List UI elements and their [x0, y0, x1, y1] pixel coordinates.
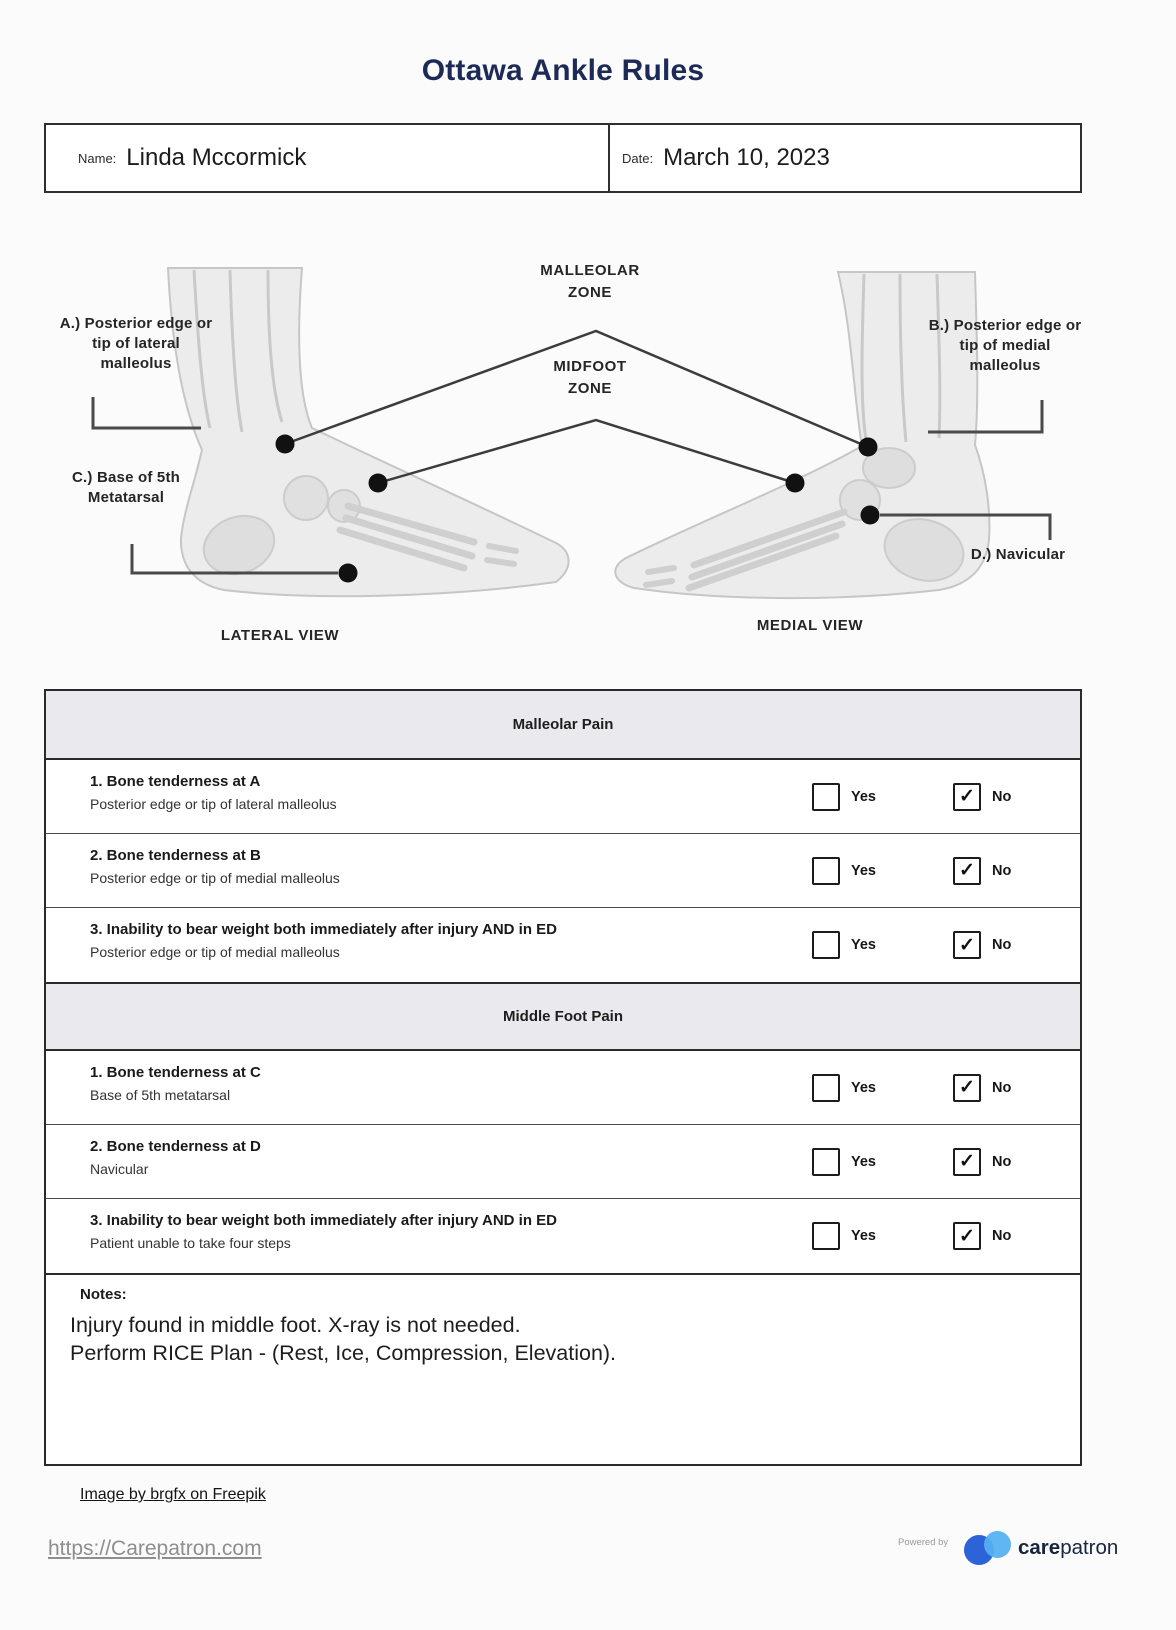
no-label: No — [992, 1153, 1012, 1170]
yes-label: Yes — [851, 1228, 876, 1244]
midfoot-zone-leader-line — [378, 420, 795, 483]
question-title: 3. Inability to bear weight both immediately after injury AND in ED — [90, 1212, 558, 1229]
yes-checkbox[interactable] — [812, 1222, 840, 1250]
powered-by-label: Powered by — [898, 1537, 949, 1548]
name-label: Name: — [78, 150, 117, 166]
no-label: No — [992, 1079, 1012, 1096]
name-field[interactable]: Linda Mccormick — [126, 144, 307, 171]
carepatron-url-link[interactable]: https://Carepatron.com — [48, 1537, 262, 1560]
ankle-diagram — [44, 250, 1132, 650]
question-title: 2. Bone tenderness at B — [90, 847, 261, 864]
label-a — [52, 314, 220, 374]
feet-illustration — [44, 250, 1132, 650]
question-title: 2. Bone tenderness at D — [90, 1138, 261, 1155]
powered-by-branding — [862, 1528, 1132, 1574]
yes-checkbox[interactable] — [812, 1074, 840, 1102]
no-option — [953, 760, 1011, 833]
no-checkbox[interactable]: ✓ — [953, 857, 981, 885]
lateral-foot-drawing — [168, 268, 569, 596]
table-row — [46, 1051, 1080, 1125]
yes-option — [812, 834, 876, 907]
notes-line2: Perform RICE Plan - (Rest, Ice, Compression, Elevation). — [70, 1341, 617, 1365]
yes-label: Yes — [851, 788, 876, 805]
label-a-line3: malleolus — [100, 355, 172, 372]
question-subtitle: Posterior edge or tip of medial malleolus — [90, 944, 340, 960]
point-b-dot — [859, 438, 878, 457]
name-cell — [46, 125, 610, 191]
page-title: Ottawa Ankle Rules — [421, 54, 705, 87]
point-c-dot — [339, 564, 358, 583]
midfoot-zone-label — [510, 356, 670, 400]
yes-option — [812, 1051, 876, 1124]
table-row — [46, 908, 1080, 982]
yes-checkbox[interactable] — [812, 783, 840, 811]
yes-checkbox[interactable] — [812, 1148, 840, 1176]
brand-text-regular: patron — [1060, 1536, 1119, 1559]
image-credit-link[interactable]: Image by brgfx on Freepik — [80, 1486, 266, 1503]
no-checkbox[interactable]: ✓ — [953, 1148, 981, 1176]
no-label: No — [992, 937, 1012, 953]
midfoot-right-dot — [786, 474, 805, 493]
label-a-line2: tip of lateral — [92, 335, 180, 352]
malleolar-zone-line2: ZONE — [567, 284, 613, 301]
yes-checkbox[interactable] — [812, 931, 840, 959]
table-row — [46, 834, 1080, 908]
patient-header-table — [44, 123, 1082, 193]
carepatron-logo-icon-light — [984, 1531, 1011, 1558]
point-a-dot — [276, 435, 295, 454]
no-checkbox[interactable]: ✓ — [953, 931, 981, 959]
brand-text-bold: care — [1018, 1536, 1061, 1559]
yes-label: Yes — [851, 862, 876, 879]
no-label: No — [992, 788, 1012, 805]
question-title: 1. Bone tenderness at A — [90, 773, 261, 790]
carepatron-wordmark — [1018, 1536, 1118, 1560]
label-b-line2: tip of medial — [959, 337, 1051, 354]
label-c — [58, 468, 194, 508]
question-subtitle: Posterior edge or tip of lateral malleolus — [90, 796, 337, 812]
no-checkbox[interactable]: ✓ — [953, 783, 981, 811]
no-option — [953, 1051, 1011, 1124]
no-checkbox[interactable]: ✓ — [953, 1074, 981, 1102]
question-subtitle: Patient unable to take four steps — [90, 1235, 291, 1251]
label-b-line3: malleolus — [969, 357, 1041, 374]
table-row — [46, 760, 1080, 834]
point-d-dot — [861, 506, 880, 525]
lateral-view-caption: LATERAL VIEW — [220, 627, 340, 644]
midfoot-zone-line2: ZONE — [567, 380, 613, 397]
yes-option — [812, 1125, 876, 1198]
question-title: 3. Inability to bear weight both immediately after injury AND in ED — [90, 921, 558, 938]
ottawa-checklist-table — [44, 689, 1082, 1466]
table-row — [46, 1125, 1080, 1199]
no-option — [953, 1199, 1011, 1273]
label-a-line1: A.) Posterior edge or — [59, 315, 213, 332]
date-label: Date: — [622, 150, 654, 166]
yes-option — [812, 760, 876, 833]
no-option — [953, 1125, 1011, 1198]
no-option — [953, 834, 1011, 907]
yes-label: Yes — [851, 1079, 876, 1096]
yes-label: Yes — [851, 937, 876, 953]
no-label: No — [992, 862, 1012, 879]
yes-label: Yes — [851, 1153, 876, 1170]
notes-label: Notes: — [80, 1286, 127, 1303]
malleolar-zone-line1: MALLEOLAR — [540, 262, 640, 279]
section-header-malleolar: Malleolar Pain — [46, 691, 1080, 760]
question-title: 1. Bone tenderness at C — [90, 1064, 261, 1081]
label-b-line1: B.) Posterior edge or — [928, 317, 1082, 334]
date-cell — [610, 125, 1080, 191]
label-d: D.) Navicular — [970, 546, 1066, 563]
label-c-line2: Metatarsal — [87, 489, 165, 506]
no-label: No — [992, 1228, 1012, 1244]
date-field[interactable]: March 10, 2023 — [663, 144, 830, 171]
yes-option — [812, 908, 876, 982]
yes-checkbox[interactable] — [812, 857, 840, 885]
question-subtitle: Posterior edge or tip of medial malleolus — [90, 870, 340, 886]
notes-text[interactable] — [70, 1311, 616, 1367]
label-c-line1: C.) Base of 5th — [71, 469, 180, 486]
no-checkbox[interactable]: ✓ — [953, 1222, 981, 1250]
midfoot-zone-line1: MIDFOOT — [553, 358, 627, 375]
question-subtitle: Navicular — [90, 1161, 149, 1177]
notes-line1: Injury found in middle foot. X-ray is not needed. — [70, 1313, 521, 1337]
no-option — [953, 908, 1011, 982]
yes-option — [812, 1199, 876, 1273]
notes-section — [46, 1273, 1080, 1464]
malleolar-zone-label — [510, 260, 670, 304]
table-row — [46, 1199, 1080, 1273]
label-b — [921, 316, 1089, 376]
section-header-midfoot: Middle Foot Pain — [46, 982, 1080, 1051]
question-subtitle: Base of 5th metatarsal — [90, 1087, 231, 1103]
medial-view-caption: MEDIAL VIEW — [756, 617, 864, 634]
midfoot-left-dot — [369, 474, 388, 493]
